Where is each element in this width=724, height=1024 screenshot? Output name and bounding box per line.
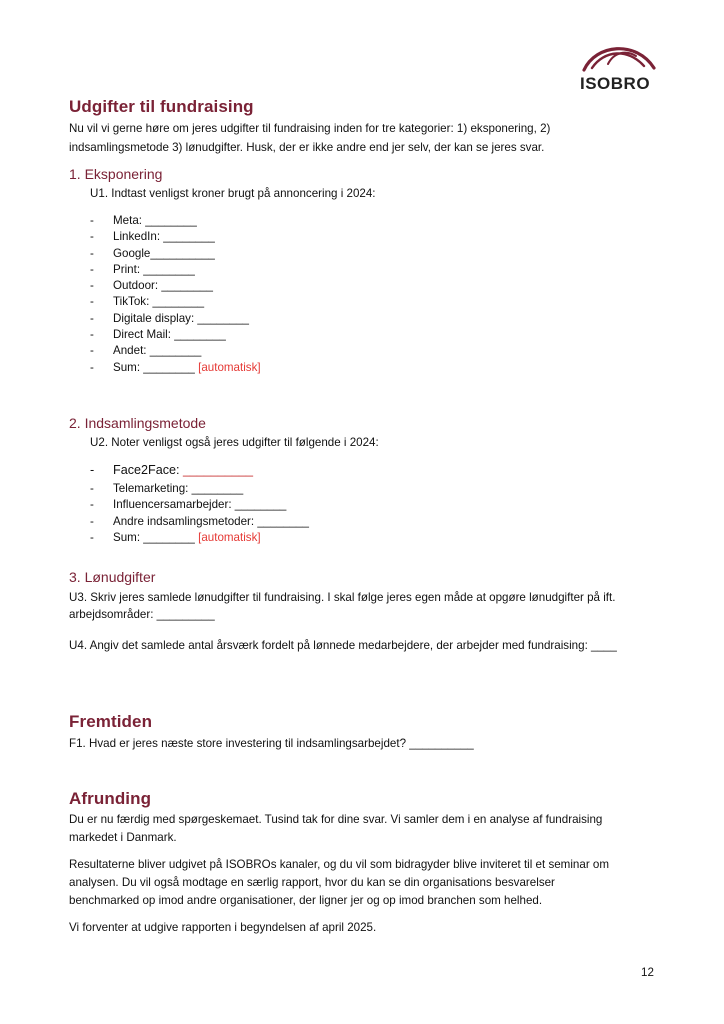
auto-note: [automatisk]	[198, 530, 261, 544]
exposure-list	[90, 213, 261, 376]
list-item[interactable]: - Andet: ________	[90, 344, 202, 358]
question-u1: U1. Indtast venligst kroner brugt på annoncering i 2024:	[90, 187, 376, 200]
list-item[interactable]: - Andre indsamlingsmetoder: ________	[90, 514, 309, 528]
future-title: Fremtiden	[69, 712, 153, 731]
list-item[interactable]: - LinkedIn: ________	[90, 230, 215, 244]
list-item[interactable]: - Influencersamarbejder: ________	[90, 498, 287, 512]
intro-line-1: Nu vil vi gerne høre om jeres udgifter til fundraising inden for tre kategorier: 1) eksponering, 2)	[69, 122, 551, 135]
question-u4: U4. Angiv det samlede antal årsværk fordelt på lønnede medarbejdere, der arbejder med fundraising: ____	[69, 639, 617, 652]
question-u3-line-1: U3. Skriv jeres samlede lønudgifter til fundraising. I skal følge jeres egen måde at opgøre lønudgifter på ift.	[69, 591, 616, 604]
closing-p2-line-1: Resultaterne bliver udgivet på ISOBROs kanaler, og du vil som bidragyder blive inviteret til et seminar om	[69, 858, 610, 871]
question-u2: U2. Noter venligst også jeres udgifter til følgende i 2024:	[90, 436, 379, 449]
question-u3-line-2: arbejdsområder: _________	[69, 608, 215, 621]
page-number: 12	[641, 966, 654, 979]
intro-line-2: indsamlingsmetode 3) lønudgifter. Husk, der er ikke andre end jer selv, der kan se jeres svar.	[69, 141, 545, 154]
auto-note: [automatisk]	[198, 360, 261, 374]
logo-arch-icon	[578, 42, 660, 74]
closing-p2-line-2: analysen. Du vil også modtage en særlig rapport, hvor du kan se din organisations besvarelser	[69, 876, 555, 889]
logo	[578, 42, 660, 94]
section-eksponering-heading: 1. Eksponering	[69, 166, 163, 182]
closing-p3: Vi forventer at udgive rapporten i begyndelsen af april 2025.	[69, 921, 377, 934]
list-item[interactable]: - Face2Face: __________	[90, 463, 254, 477]
section-indsamlingsmetode-heading: 2. Indsamlingsmetode	[69, 415, 206, 431]
list-item[interactable]: - Direct Mail: ________	[90, 328, 226, 342]
method-first-list	[90, 460, 253, 480]
closing-p1-line-1: Du er nu færdig med spørgeskemaet. Tusind tak for dine svar. Vi samler dem i en analyse af fundraising	[69, 813, 603, 826]
closing-title: Afrunding	[69, 789, 152, 808]
list-item[interactable]: - Digitale display: ________	[90, 311, 250, 325]
sum-item: - Sum: ________ [automatisk]	[90, 360, 261, 374]
section-lonudgifter-heading: 3. Lønudgifter	[69, 569, 156, 585]
list-item[interactable]: - Telemarketing: ________	[90, 482, 244, 495]
logo-wordmark: ISOBRO	[580, 74, 651, 93]
closing-p1-line-2: markedet i Danmark.	[69, 831, 177, 844]
sum-item: - Sum: ________ [automatisk]	[90, 530, 261, 544]
list-item[interactable]: - Print: ________	[90, 262, 195, 276]
list-item[interactable]: - Google__________	[90, 246, 215, 260]
list-item[interactable]: - TikTok: ________	[90, 295, 205, 309]
list-item[interactable]: - Meta: ________	[90, 214, 197, 227]
question-f1: F1. Hvad er jeres næste store investering til indsamlingsarbejdet? __________	[69, 737, 474, 750]
closing-p2-line-3: benchmarked op imod andre organisationer, der ligner jer og op imod branchen som helhed.	[69, 894, 543, 907]
face2face-blank: __________	[183, 463, 254, 477]
intro-title: Udgifter til fundraising	[69, 97, 254, 116]
list-item[interactable]: - Outdoor: ________	[90, 279, 213, 293]
method-list	[90, 481, 309, 546]
